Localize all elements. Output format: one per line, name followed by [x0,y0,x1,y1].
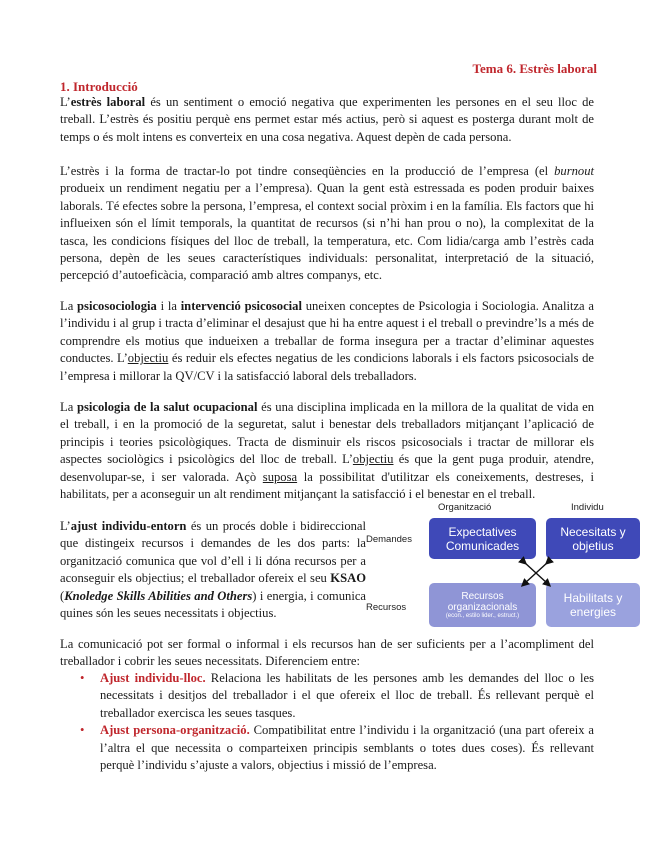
section-title: 1. Introducció [60,79,138,94]
paragraph-ajust-individu-entorn [60,518,366,622]
ajust-diagram [366,498,642,632]
text-run: Compatibilitat entre l’individu i la organització (una part ofereix a l’altra el que necessita o comparteixen principis semblants o totes dues coses). És rellevant perquè l’individu s’ajuste a valors, objectius i missió de l’empresa. [100,723,594,773]
text-run: és un procés doble i bidireccional que distingeix recursos i demandes de les dos parts: la organització comunica que vol d’ell i li dóna recursos per a aconseguir els objectius; el treballador ofereix el seu [60,519,367,586]
cross-arrows-icon [516,556,556,590]
underlined-objectiu: objectiu [127,351,169,366]
term-psicologia-salut-ocupacional: psicologia de la salut ocupacional [76,400,258,414]
underlined-suposa: suposa [262,469,298,484]
box-line: objetius [572,538,614,553]
term-intervencio-psicosocial: intervenció psicosocial [180,299,302,313]
text-run: i la [156,299,181,313]
bullet-icon: • [80,723,85,738]
paragraph-psicologia-salut [60,399,594,503]
bullet-list [80,670,594,774]
text-run: ) i energia, i comunica quines són les seues necessitats i objectius. [60,588,366,621]
text-run: ( [60,588,65,603]
text-run: és un sentiment o emoció negativa que experimenten les persones en el seu lloc de treball. L’estrès és positiu perquè ens permet estar més actius, però si aquest es posterga durant molt de temps o és molt intens es converteix en una cosa negativa. Aquest depèn de cada persona. [60,95,594,144]
text-run: uneixen conceptes de Psicologia i Sociologia. Analitza a l’individu i al grup i tracta d’eliminar el desajust que hi ha entre aquest i el treball o previndre’ls a més de comprendre els motius que indueixen a treballar de forma insegura per a tractar d’eliminar aquestes conductes. L’ [60,299,594,366]
text-run: la possibilitat d'utilitzar els coneixements, destreses, i habilitats, per a aconseguir un alt rendiment mitjançant la satisfacció i el benestar en el treball. [60,469,594,502]
bullet-lead: Ajust persona-organització. [100,723,250,738]
box-line: Necesitats y [560,524,626,539]
box-habilitats-energies [546,583,640,627]
box-line: energies [569,605,617,619]
text-run: L’estrès i la forma de tractar-lo pot tindre conseqüències en la producció de l’empresa (el [60,164,555,178]
text-run: és reduir els efectes negatius de les condicions laborals i els factors psicosocials de l’empresa i millorar la QV/CV i la satisfacció laboral dels treballadors. [60,351,594,383]
term-estres-laboral: estrès laboral [70,95,146,109]
text-run: L’ [60,95,71,109]
text-run: L’ [60,519,71,533]
text-run: és que la gent puga produir, atendre, desenvolupar-se, i ser valorada. Açò [60,452,594,484]
box-line: Comunicades [445,538,520,553]
paragraph-comunicacio: La comunicació pot ser formal o informal i els recursos han de ser suficients per a l’acompliment del treballador i cobrir les seues necessitats. Diferenciem entre: [60,637,594,669]
diagram-row-recursos: Recursos [366,602,407,613]
box-line: organizacionals [447,601,518,613]
term-ksao: KSAO [330,571,366,586]
box-line: Recursos [461,590,504,602]
box-necesitats-objetius [546,518,640,559]
paragraph-psicosociologia [60,298,594,385]
diagram-col-organitzacio: Organització [438,502,492,513]
text-run: Relaciona les habilitats de les persones amb les demandes del lloc o les necessitats i desitjos del treballador i el que ofereix el lloc de treball. És rellevant perquè el treballador exercisca les seues tasques. [100,671,594,720]
text-run: La [60,400,77,414]
diagram-col-individu: Individu [571,502,604,513]
box-subtext: (econ., estilo lider., estruct.) [445,612,520,619]
box-line: Habilitats y [563,591,623,605]
term-psicosociologia: psicosociologia [77,299,157,313]
bullet-lead: Ajust individu-lloc. [100,671,206,685]
text-run: produeix un rendiment negatiu per a l’empresa). Quan la gent està estressada es poden produir baixes laborals. Té efectes sobre la persona, l’empresa, el context social pròxim i en la família. Els factors que hi influeixen són el límit temporals, la quantitat de recursos (si n’hi han prou o no), la complexitat de la tasca, les condicions físiques del lloc de treball, la temperatura, etc. Com lidia/carga amb l’estrès cada persona, depèn de les seues característiques individuals: personalitat, interpretació de la situació, percepció d’autoeficàcia, comparació amb altres companys, etc. [60,181,594,283]
list-item [80,670,594,722]
paragraph-consequencies [60,163,594,285]
diagram-row-demandes: Demandes [366,534,412,545]
chapter-header: Tema 6. Estrès laboral [472,61,597,76]
box-expectatives-comunicades [429,518,536,559]
box-line: Expectatives [448,524,517,539]
term-burnout: burnout [554,164,594,178]
text-run: és una disciplina implicada en la millora de la qualitat de vida en el treball, i en la promoció de la seguretat, salut i benestar dels treballadors mitjançant l’aplicació de principis i teories psicològiques. Tracta de disminuir els riscos psicosocials i tractar de millorar els aspectes sociològics i psicològics del lloc de treball. L’ [60,400,594,467]
list-item [80,722,594,774]
paragraph-estres-laboral [60,94,594,146]
term-ksao-expansion: Knoledge Skills Abilities and Others [64,588,253,603]
bullet-icon: • [80,671,85,685]
term-ajust-individu-entorn: ajust individu-entorn [70,519,187,533]
underlined-objectiu: objectiu [352,452,394,467]
text-run: La [60,299,78,313]
